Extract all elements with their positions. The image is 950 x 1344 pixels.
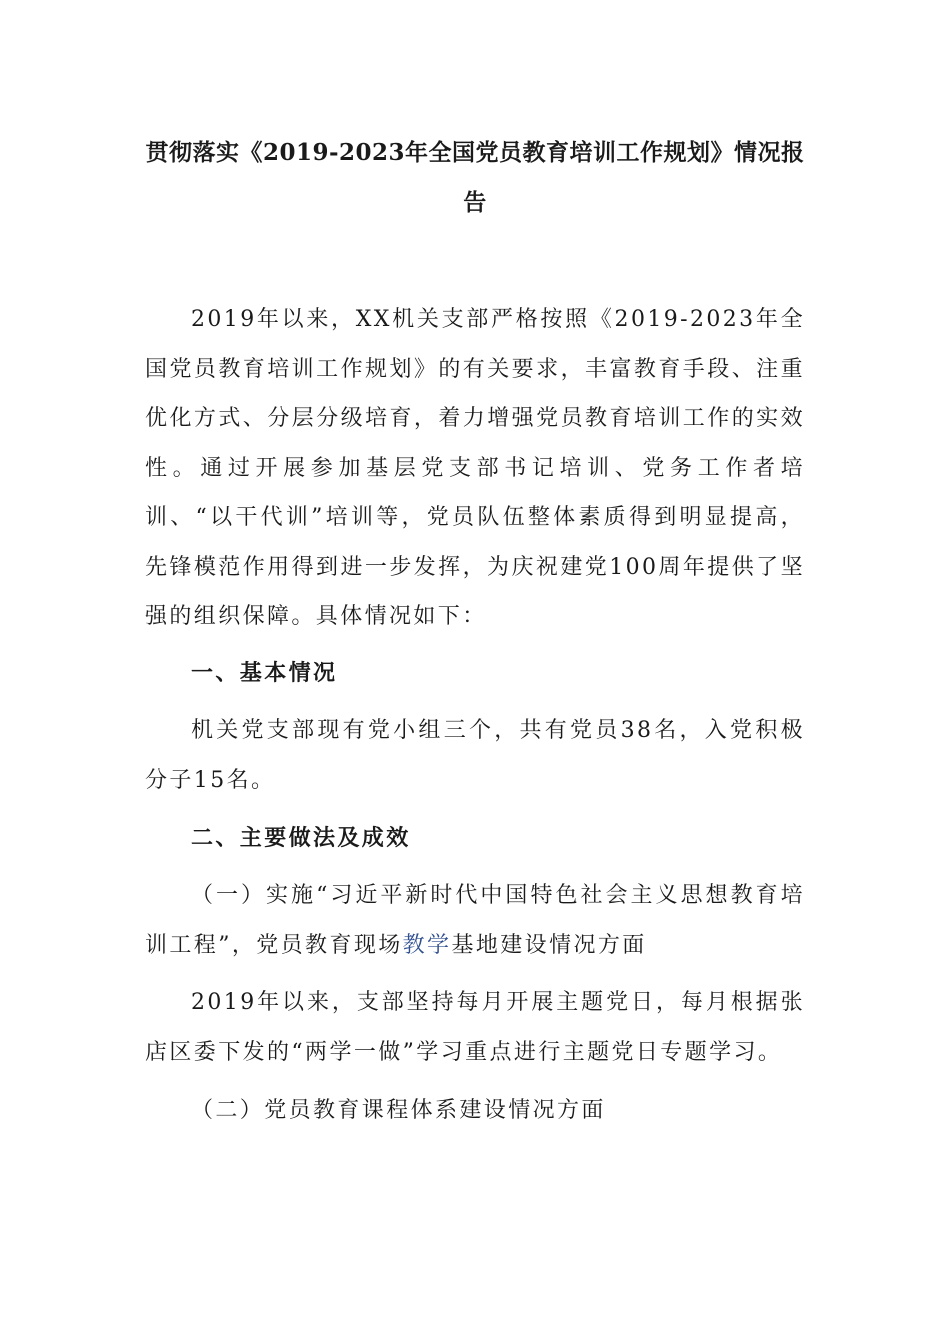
section-heading-basic-info: 一、基本情况	[191, 660, 338, 686]
subsection-heading-2: （二）党员教育课程体系建设情况方面	[191, 1098, 606, 1123]
intro-paragraph: 2019年以来，XX机关支部严格按照《2019-2023年全国党员教育培训工作规划》的有关要求，丰富教育手段、注重优化方式、分层分级培育，着力增强党员教育培训工作的实效性。通过开展参加基层党支部书记培训、党务工作者培训、“以干代训”培训等，党员队伍整体素质得到明显提高，先锋模范作用得到进一步发挥，为庆祝建党100周年提供了坚强的组织保障。具体情况如下：	[145, 307, 805, 629]
section-paragraph-basic-info: 机关党支部现有党小组三个，共有党员38名，入党积极分子15名。	[145, 718, 805, 793]
document-title: 贯彻落实《2019-2023年全国党员教育培训工作规划》情况报告	[145, 139, 805, 216]
section-heading-main-practices: 二、主要做法及成效	[191, 825, 411, 851]
subsection-heading-1-text-a: （一）实施“习近平新时代中国特色社会主义思想教育培训工程”，党员教育现场	[145, 883, 805, 958]
subsection-heading-1	[145, 871, 805, 970]
subsection-paragraph-1: 2019年以来，支部坚持每月开展主题党日，每月根据张店区委下发的“两学一做”学习重点进行主题党日专题学习。	[145, 990, 805, 1065]
subsection-heading-1-text-b: 基地建设情况方面	[451, 932, 647, 958]
teaching-link[interactable]: 教学	[402, 932, 452, 958]
